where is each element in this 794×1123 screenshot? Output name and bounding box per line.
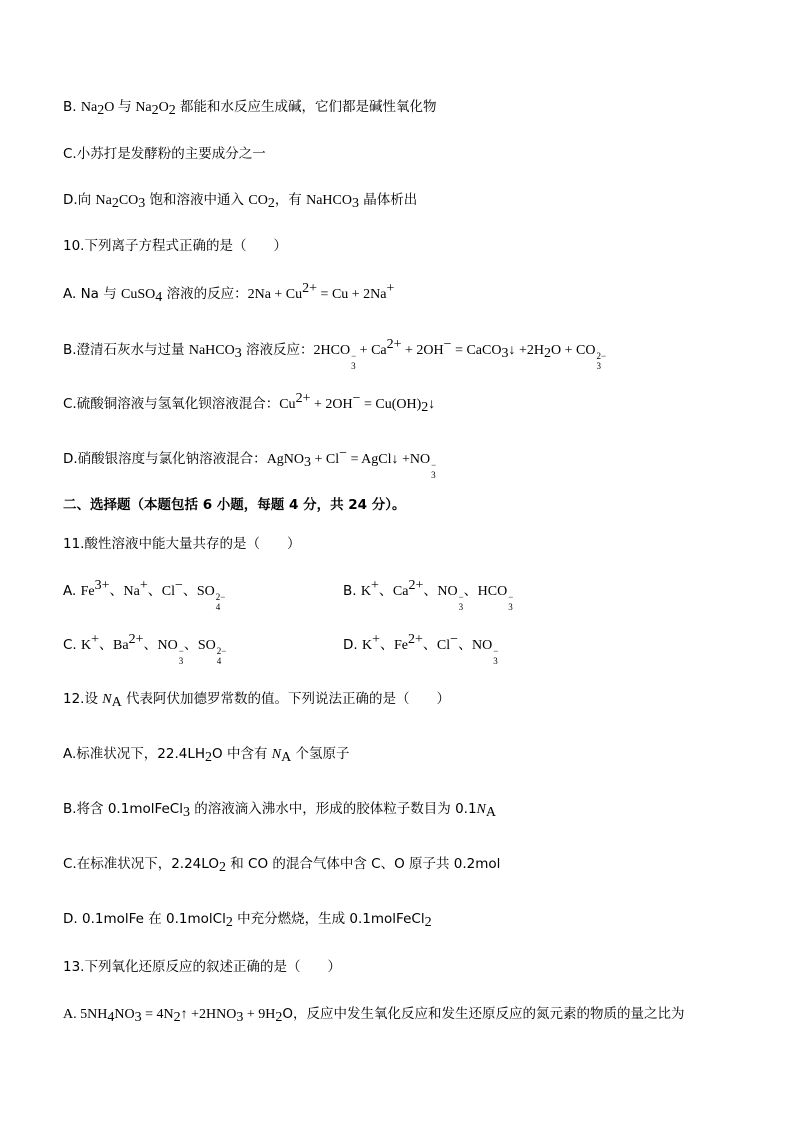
ion-charge: 2− 3: [596, 351, 607, 371]
ion-charge: − 3: [508, 592, 514, 612]
q11-option-d: D. K+、$Fe^{2+}$、Cl−、NO − 3: [343, 632, 499, 666]
q9-option-d: D.向 $Na_2CO_3$ 饱和溶液中通入 $CO_2$，有 NaHCO$_3$ 晶体析出: [63, 192, 418, 211]
q9-option-b: B. $Na_2O$ 与 $Na_2O_2$ 都能和水反应生成碱，它们都是碱性氧化物: [63, 99, 437, 118]
q10-option-a: A. Na 与 CuSO$_4$ 溶液的反应：$2Na + Cu^{2+} = Cu + 2Na^+$: [63, 281, 395, 305]
q10-option-c: C.硫酸铜溶液与氢氧化钡溶液混合：$Cu^{2+} + 2OH^-$ = $Cu(OH)_2↓$: [63, 391, 436, 415]
q12-option-a: A.标准状况下，$22.4LH_2O$ 中含有 $N_A$ 个氢原子: [63, 746, 350, 765]
q11-option-c: C. K+、$Ba^{2+}$、NO − 3 、SO 2− 4: [63, 632, 227, 666]
q13-option-a: A. $5NH_4NO_3$ = $4N_2↑ +2HNO_3 + 9H_2O$，反应中发生氧化反应和发生还原反应的氮元素的物质的量之比为: [63, 1006, 685, 1025]
q12-option-d: D. 0.1molFe 在 0.1molCl$_2$ 中充分燃烧，生成 0.1molFeCl$_2$: [63, 911, 432, 930]
q9-option-c: C.小苏打是发酵粉的主要成分之一: [63, 146, 266, 162]
q11-option-b: B. K+、$Ca^{2+}$、NO − 3 、HCO − 3: [343, 578, 514, 612]
section-heading: 二、选择题（本题包括 6 小题，每题 4 分，共 24 分）。: [63, 497, 406, 513]
ion-charge: − 3: [431, 460, 437, 480]
q13-stem: 13.下列氧化还原反应的叙述正确的是（ ）: [63, 959, 341, 975]
ion-charge: 2− 4: [215, 592, 226, 612]
q10-stem: 10.下列离子方程式正确的是（ ）: [63, 238, 287, 254]
ion-charge: − 3: [493, 646, 499, 666]
ion-charge: − 3: [351, 351, 357, 371]
q10-option-b: B.澄清石灰水与过量 NaHCO$_3$ 溶液反应：2HCO − 3 + $Ca^{2+} + 2OH^-$ = CaCO$_3$↓ $+2H_2O$ + CO 2− 3: [63, 337, 607, 371]
q12-option-c: C.在标准状况下，$2.24LO_2$ 和 CO 的混合气体中含 C、O 原子共 0.2mol: [63, 856, 501, 875]
q12-stem: 12.设 $N_A$ 代表阿伏加德罗常数的值。下列说法正确的是（ ）: [63, 691, 451, 710]
q12-option-b: B.将含 0.1molFeCl$_3$ 的溶液滴入沸水中，形成的胶体粒子数目为 $0.1N_A$: [63, 801, 497, 820]
ion-charge: 2− 4: [216, 646, 227, 666]
q11-stem: 11.酸性溶液中能大量共存的是（ ）: [63, 536, 301, 552]
ion-charge: − 3: [178, 646, 184, 666]
q10-option-d: D.硝酸银溶度与氯化钠溶液混合：AgNO$_3$ + Cl− = AgCl↓ +NO − 3: [63, 446, 437, 480]
ion-charge: − 3: [458, 592, 464, 612]
q11-option-a: A. $Fe^{3+}$、Na+、Cl−、SO 2− 4: [63, 578, 226, 612]
